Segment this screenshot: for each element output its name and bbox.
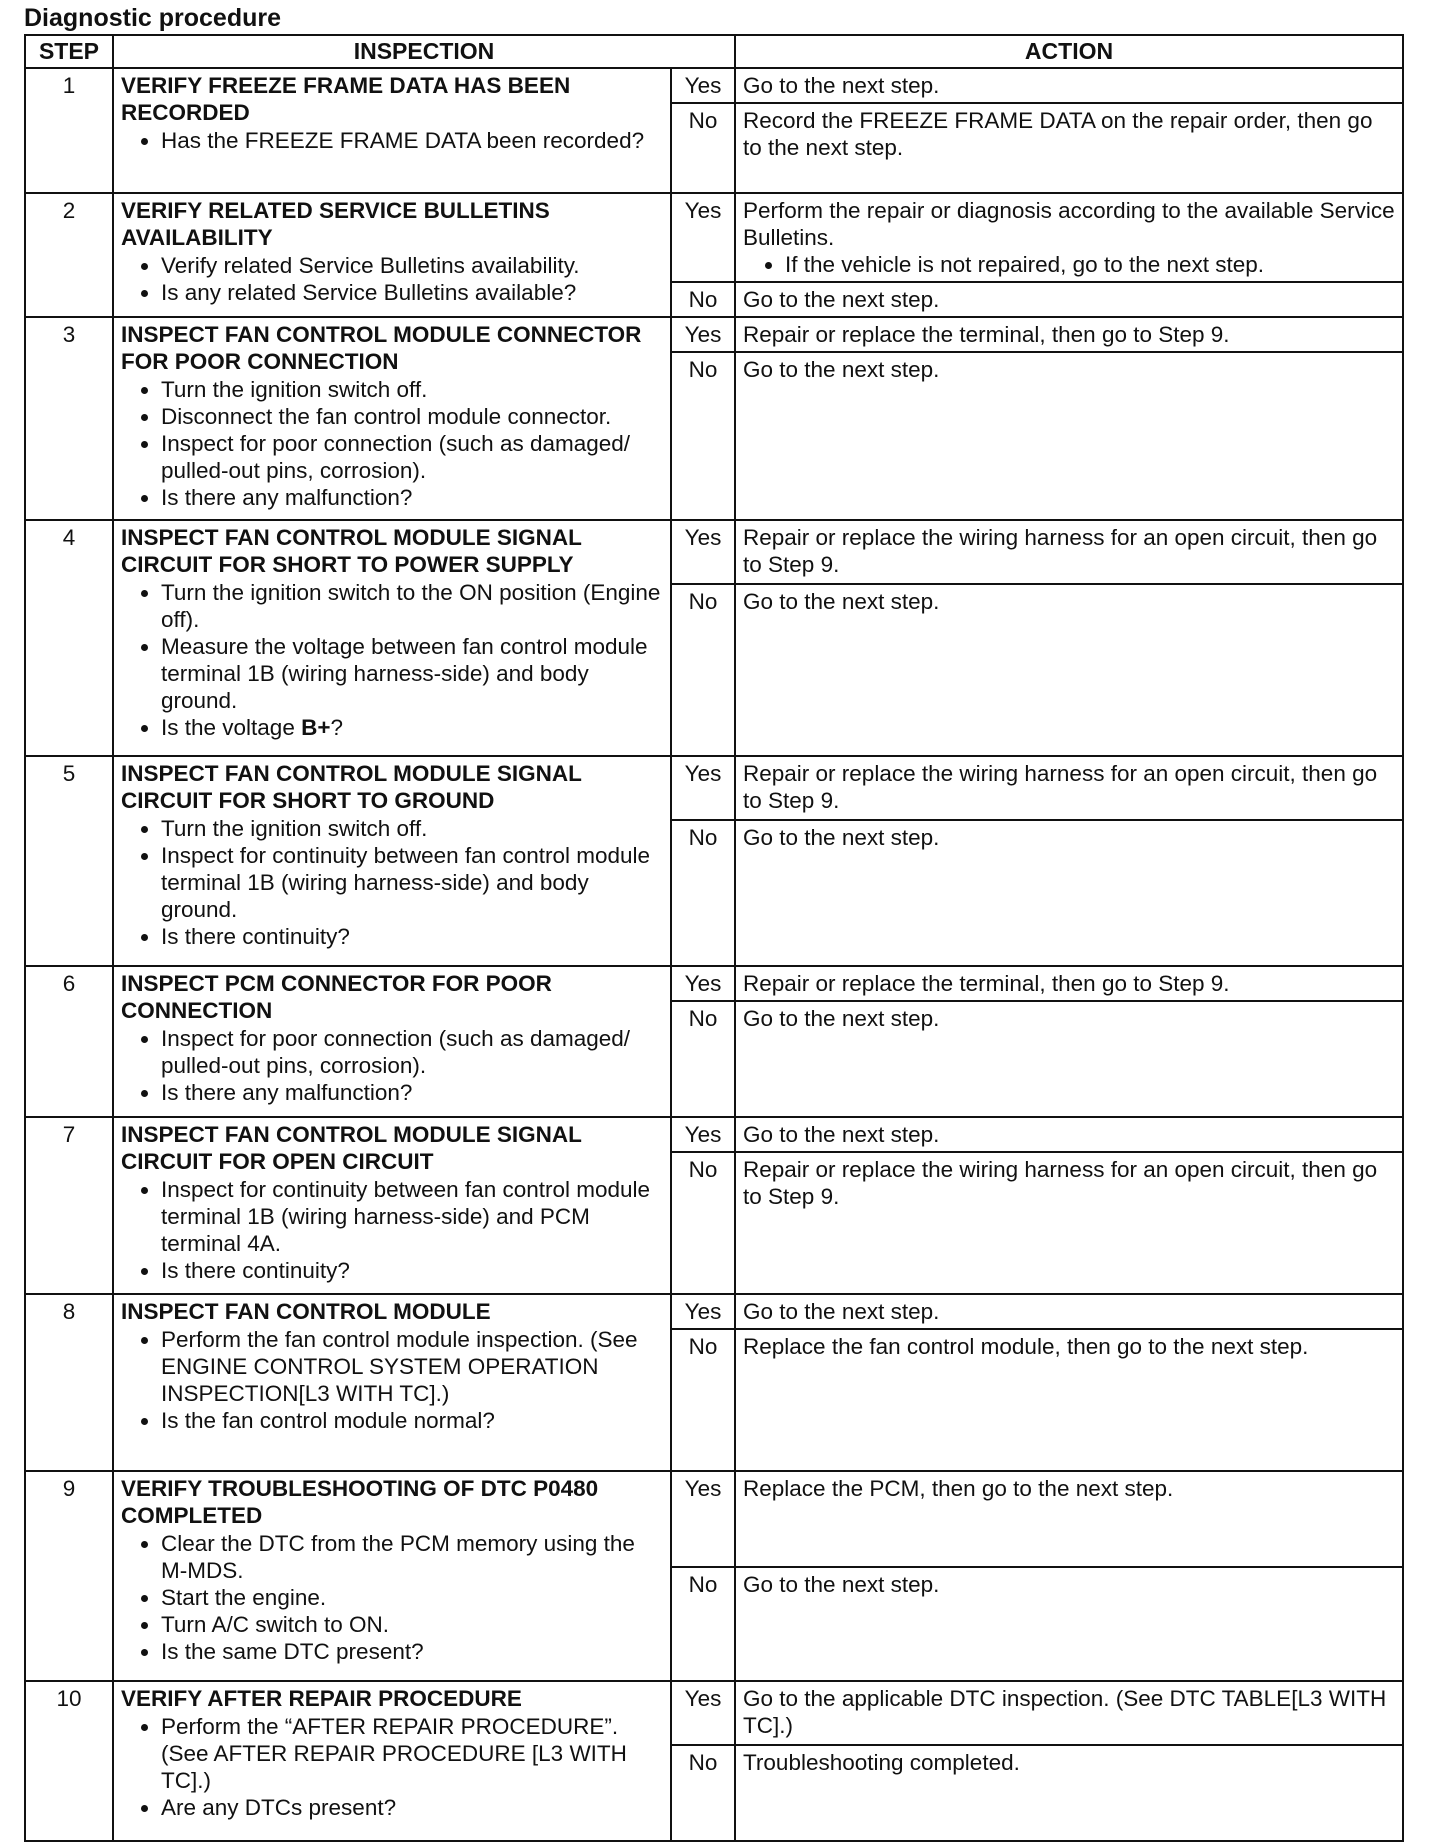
no-label: No [671, 103, 735, 193]
inspection-bullet: • Start the engine. [161, 1584, 663, 1611]
inspection-bullet: • Verify related Service Bulletins availability. [161, 252, 663, 279]
yes-label: Yes [671, 68, 735, 103]
inspection-bullets [121, 127, 663, 154]
inspection-cell [113, 1294, 671, 1471]
yes-label: Yes [671, 520, 735, 584]
inspection-bullet: • Turn A/C switch to ON. [161, 1611, 663, 1638]
step-number: 6 [25, 966, 113, 1117]
inspection-title: INSPECT FAN CONTROL MODULE SIGNAL CIRCUIT FOR SHORT TO GROUND [121, 761, 582, 813]
page-title: Diagnostic procedure [24, 4, 281, 32]
header-step: STEP [25, 35, 113, 68]
yes-action [735, 966, 1403, 1001]
no-label: No [671, 352, 735, 520]
step-number: 1 [25, 68, 113, 193]
inspection-bullet: • Perform the fan control module inspection. (See ENGINE CONTROL SYSTEM OPERATION INSPECTION[L3 WITH TC].) [161, 1326, 663, 1407]
inspection-bullets [121, 579, 663, 741]
inspection-title: INSPECT PCM CONNECTOR FOR POOR CONNECTION [121, 971, 552, 1023]
inspection-bullet: • Is there any malfunction? [161, 1079, 663, 1106]
inspection-bullet: • Is any related Service Bulletins available? [161, 279, 663, 306]
inspection-bullet: • Inspect for continuity between fan control module terminal 1B (wiring harness-side) and body ground. [161, 842, 663, 923]
yes-action-text: Go to the next step. [743, 73, 940, 98]
bullet-text: ? [330, 715, 343, 740]
inspection-cell [113, 1117, 671, 1294]
diagnostic-table [24, 34, 1404, 1842]
yes-action-text: Repair or replace the terminal, then go to Step 9. [743, 322, 1230, 347]
no-action: Repair or replace the wiring harness for an open circuit, then go to Step 9. [735, 1152, 1403, 1294]
inspection-bullets [121, 815, 663, 950]
yes-action-bullets [743, 251, 1395, 278]
inspection-cell [113, 756, 671, 966]
inspection-cell [113, 68, 671, 193]
table-row [25, 68, 1403, 103]
table-body [25, 68, 1403, 1841]
yes-action-text: Repair or replace the wiring harness for an open circuit, then go to Step 9. [743, 761, 1378, 813]
header-inspection: INSPECTION [113, 35, 735, 68]
step-number: 9 [25, 1471, 113, 1681]
step-number: 10 [25, 1681, 113, 1841]
yes-label: Yes [671, 1294, 735, 1329]
inspection-bullets [121, 1713, 663, 1821]
inspection-bullet: • Turn the ignition switch off. [161, 815, 663, 842]
inspection-bullets [121, 1025, 663, 1106]
table-row [25, 1471, 1403, 1567]
inspection-bullet: • Perform the “AFTER REPAIR PROCEDURE”. (See AFTER REPAIR PROCEDURE [L3 WITH TC].) [161, 1713, 663, 1794]
table-row [25, 1117, 1403, 1152]
yes-action [735, 1471, 1403, 1567]
inspection-bullet: • Clear the DTC from the PCM memory using the M-MDS. [161, 1530, 663, 1584]
inspection-bullet: • Are any DTCs present? [161, 1794, 663, 1821]
yes-action [735, 1117, 1403, 1152]
yes-label: Yes [671, 193, 735, 282]
inspection-bullet: • Inspect for poor connection (such as damaged/ pulled-out pins, corrosion). [161, 430, 663, 484]
inspection-bullets [121, 1530, 663, 1665]
no-action: Go to the next step. [735, 352, 1403, 520]
inspection-bullets [121, 1176, 663, 1284]
yes-action-text: Repair or replace the wiring harness for an open circuit, then go to Step 9. [743, 525, 1378, 577]
no-label: No [671, 584, 735, 756]
yes-label: Yes [671, 1471, 735, 1567]
inspection-bullets [121, 1326, 663, 1434]
inspection-bullet: • Turn the ignition switch off. [161, 376, 663, 403]
inspection-bullet: • Is the same DTC present? [161, 1638, 663, 1665]
inspection-cell [113, 966, 671, 1117]
yes-action-text: Repair or replace the terminal, then go to Step 9. [743, 971, 1230, 996]
inspection-cell [113, 520, 671, 756]
inspection-cell [113, 193, 671, 317]
inspection-cell [113, 1471, 671, 1681]
inspection-bullet: • Disconnect the fan control module connector. [161, 403, 663, 430]
no-action: Troubleshooting completed. [735, 1745, 1403, 1841]
yes-action [735, 317, 1403, 352]
inspection-bullet: • Turn the ignition switch to the ON position (Engine off). [161, 579, 663, 633]
inspection-bullets [121, 376, 663, 511]
table-row [25, 966, 1403, 1001]
yes-action-text: Replace the PCM, then go to the next step. [743, 1476, 1174, 1501]
inspection-title: INSPECT FAN CONTROL MODULE CONNECTOR FOR POOR CONNECTION [121, 322, 642, 374]
inspection-cell [113, 1681, 671, 1841]
yes-action-text: Go to the next step. [743, 1122, 940, 1147]
table-row [25, 1294, 1403, 1329]
inspection-bullet: • Has the FREEZE FRAME DATA been recorded? [161, 127, 663, 154]
yes-action [735, 193, 1403, 282]
inspection-title: INSPECT FAN CONTROL MODULE [121, 1299, 491, 1324]
no-action: Replace the fan control module, then go to the next step. [735, 1329, 1403, 1471]
yes-label: Yes [671, 756, 735, 820]
no-action: Go to the next step. [735, 282, 1403, 317]
yes-action [735, 1681, 1403, 1745]
inspection-bullet: • Is the fan control module normal? [161, 1407, 663, 1434]
no-action: Record the FREEZE FRAME DATA on the repair order, then go to the next step. [735, 103, 1403, 193]
inspection-title: VERIFY RELATED SERVICE BULLETINS AVAILABILITY [121, 198, 550, 250]
no-action: Go to the next step. [735, 1001, 1403, 1117]
yes-action [735, 520, 1403, 584]
inspection-bullet: • Inspect for poor connection (such as damaged/ pulled-out pins, corrosion). [161, 1025, 663, 1079]
yes-action-text: Go to the next step. [743, 1299, 940, 1324]
inspection-bullet [161, 714, 663, 741]
no-label: No [671, 1001, 735, 1117]
no-label: No [671, 1152, 735, 1294]
inspection-bullet: • Is there any malfunction? [161, 484, 663, 511]
yes-label: Yes [671, 1117, 735, 1152]
no-label: No [671, 282, 735, 317]
step-number: 7 [25, 1117, 113, 1294]
yes-action [735, 68, 1403, 103]
inspection-cell [113, 317, 671, 520]
step-number: 4 [25, 520, 113, 756]
table-row [25, 193, 1403, 282]
step-number: 8 [25, 1294, 113, 1471]
inspection-title: VERIFY FREEZE FRAME DATA HAS BEEN RECORDED [121, 73, 571, 125]
table-header-row [25, 35, 1403, 68]
table-row [25, 756, 1403, 820]
table-row [25, 317, 1403, 352]
inspection-bullet: • Measure the voltage between fan control module terminal 1B (wiring harness-side) and body ground. [161, 633, 663, 714]
inspection-title: INSPECT FAN CONTROL MODULE SIGNAL CIRCUIT FOR SHORT TO POWER SUPPLY [121, 525, 582, 577]
no-action: Go to the next step. [735, 820, 1403, 966]
bullet-emphasis: B+ [301, 715, 331, 740]
bullet-text: Is the voltage [161, 715, 302, 740]
no-label: No [671, 1567, 735, 1681]
yes-action-text: Perform the repair or diagnosis according to the available Service Bulletins. [743, 198, 1395, 250]
header-action: ACTION [735, 35, 1403, 68]
step-number: 5 [25, 756, 113, 966]
yes-label: Yes [671, 966, 735, 1001]
step-number: 2 [25, 193, 113, 317]
inspection-bullet: • Is there continuity? [161, 923, 663, 950]
inspection-title: VERIFY AFTER REPAIR PROCEDURE [121, 1686, 522, 1711]
table-row [25, 520, 1403, 584]
inspection-bullets [121, 252, 663, 306]
inspection-bullet: • Is there continuity? [161, 1257, 663, 1284]
no-label: No [671, 820, 735, 966]
yes-label: Yes [671, 1681, 735, 1745]
no-action: Go to the next step. [735, 584, 1403, 756]
inspection-title: VERIFY TROUBLESHOOTING OF DTC P0480 COMPLETED [121, 1476, 599, 1528]
yes-action [735, 756, 1403, 820]
inspection-bullet: • Inspect for continuity between fan control module terminal 1B (wiring harness-side) and PCM terminal 4A. [161, 1176, 663, 1257]
no-action: Go to the next step. [735, 1567, 1403, 1681]
yes-action-text: Go to the applicable DTC inspection. (See DTC TABLE[L3 WITH TC].) [743, 1686, 1387, 1738]
step-number: 3 [25, 317, 113, 520]
yes-label: Yes [671, 317, 735, 352]
yes-action-bullet: • If the vehicle is not repaired, go to the next step. [785, 251, 1395, 278]
yes-action [735, 1294, 1403, 1329]
no-label: No [671, 1745, 735, 1841]
table-row [25, 1681, 1403, 1745]
no-label: No [671, 1329, 735, 1471]
inspection-title: INSPECT FAN CONTROL MODULE SIGNAL CIRCUIT FOR OPEN CIRCUIT [121, 1122, 582, 1174]
